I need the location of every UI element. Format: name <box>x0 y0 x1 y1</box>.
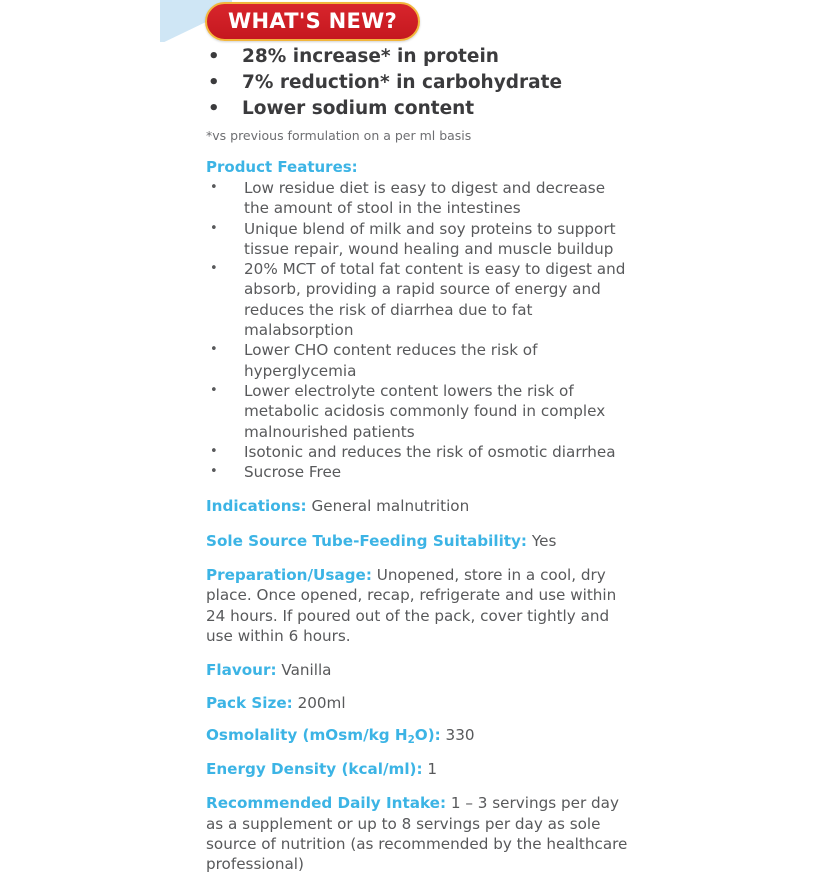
energy-density-label: Energy Density (kcal/ml): <box>206 760 423 779</box>
list-item <box>204 219 634 260</box>
pack-size-label: Pack Size: <box>206 693 293 712</box>
osmolality-row <box>206 725 634 747</box>
sole-source-row <box>206 531 634 551</box>
whats-new-badge: WHAT'S NEW? <box>205 2 420 41</box>
bullet-icon: • <box>210 464 218 480</box>
indications-label: Indications: <box>206 497 307 516</box>
indications-value: General malnutrition <box>311 497 470 516</box>
bullet-icon: • <box>210 220 218 236</box>
bullet-icon: • <box>208 98 220 119</box>
list-item <box>204 259 634 340</box>
feature-text: Lower electrolyte content lowers the risk of metabolic acidosis commonly found in complex malnourished patients <box>244 381 606 441</box>
preparation-label: Preparation/Usage: <box>206 566 372 585</box>
content-column <box>204 44 634 875</box>
product-features-list <box>204 178 634 482</box>
flavour-row <box>206 660 634 680</box>
highlights-list <box>204 44 634 121</box>
recommended-daily-intake-value: 1 – 3 servings per day as a supplement or up to 8 servings per day as sole source of nutrition (as recommended by the healthcare professional) <box>206 794 628 874</box>
whats-new-badge-container <box>205 2 420 41</box>
energy-density-row <box>206 759 634 779</box>
recommended-daily-intake-row <box>206 793 634 874</box>
list-item <box>204 70 634 95</box>
recommended-daily-intake-label: Recommended Daily Intake: <box>206 794 447 813</box>
feature-text: Sucrose Free <box>244 463 342 482</box>
feature-text: Unique blend of milk and soy proteins to support tissue repair, wound healing and muscle buildup <box>244 219 616 258</box>
osmolality-label-pre: Osmolality (mOsm/kg H <box>206 725 408 744</box>
bullet-icon: • <box>210 443 218 459</box>
highlight-text: 7% reduction* in carbohydrate <box>242 72 563 93</box>
flavour-label: Flavour: <box>206 661 277 680</box>
preparation-value: Unopened, store in a cool, dry place. Once opened, recap, refrigerate and use within 24 hours. If poured out of the pack, cover tightly and use within 6 hours. <box>206 566 617 645</box>
bullet-icon: • <box>210 342 218 358</box>
osmolality-value: 330 <box>445 725 475 744</box>
energy-density-value: 1 <box>427 760 438 779</box>
list-item <box>204 178 634 219</box>
list-item <box>204 442 634 462</box>
highlights-footnote: *vs previous formulation on a per ml basis <box>206 128 472 143</box>
bullet-icon: • <box>208 46 220 67</box>
indications-row <box>206 496 634 516</box>
list-item <box>204 381 634 442</box>
osmolality-label <box>206 726 441 744</box>
highlight-text: 28% increase* in protein <box>242 46 499 67</box>
list-item <box>204 340 634 381</box>
osmolality-label-subscript: 2 <box>407 733 415 746</box>
list-item <box>204 44 634 69</box>
bullet-icon: • <box>210 261 218 277</box>
list-item <box>204 96 634 121</box>
bullet-icon: • <box>210 382 218 398</box>
preparation-row <box>206 565 634 646</box>
list-item <box>204 462 634 482</box>
pack-size-value: 200ml <box>297 693 346 712</box>
sole-source-label: Sole Source Tube-Feeding Suitability: <box>206 531 528 550</box>
bullet-icon: • <box>210 180 218 195</box>
highlight-text: Lower sodium content <box>242 98 475 119</box>
product-features-heading: Product Features: <box>206 158 358 176</box>
osmolality-label-post: O): <box>414 725 441 744</box>
feature-text: Isotonic and reduces the risk of osmotic diarrhea <box>244 442 616 461</box>
pack-size-row <box>206 693 634 713</box>
sole-source-value: Yes <box>531 531 557 550</box>
bullet-icon: • <box>208 72 220 93</box>
flavour-value: Vanilla <box>281 661 332 680</box>
feature-text: Lower CHO content reduces the risk of hyperglycemia <box>244 341 538 380</box>
feature-text: Low residue diet is easy to digest and decrease the amount of stool in the intestines <box>244 179 606 218</box>
feature-text: 20% MCT of total fat content is easy to digest and absorb, providing a rapid source of energy and reduces the risk of diarrhea due to fat malabsorption <box>244 260 626 340</box>
